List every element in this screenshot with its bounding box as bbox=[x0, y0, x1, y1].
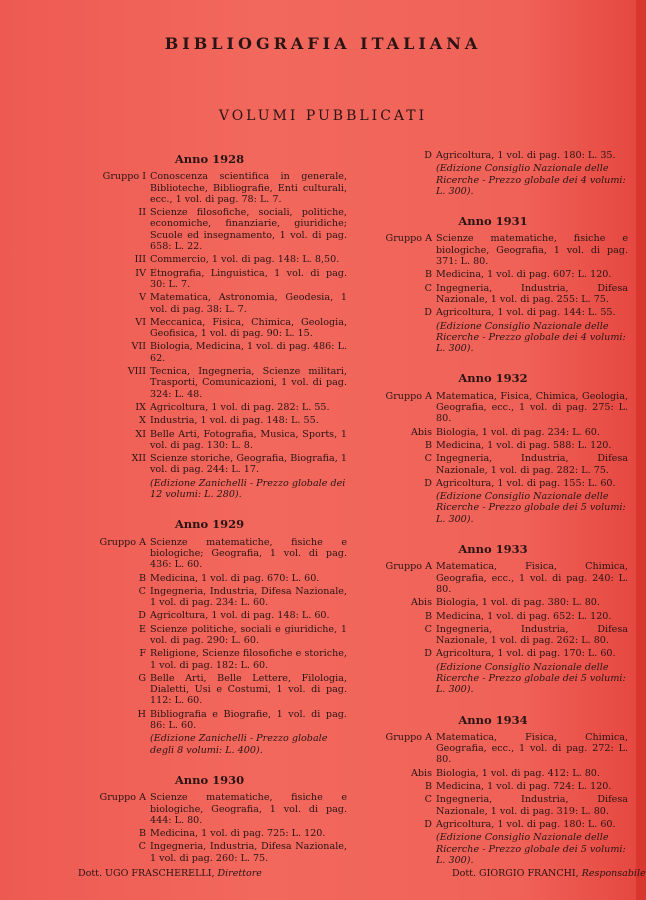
group-label: F bbox=[139, 648, 146, 660]
year-heading: Anno 1931 bbox=[458, 214, 528, 229]
volume-entry bbox=[358, 478, 628, 489]
volume-entry bbox=[358, 819, 628, 830]
volume-entry bbox=[358, 597, 628, 608]
section-gap bbox=[358, 699, 628, 711]
group-label: G bbox=[138, 672, 146, 684]
volume-description: Religione, Scienze filosofiche e storiche, 1 vol. di pag. 182: L. 60. bbox=[150, 648, 347, 671]
volume-description: Biologia, Medicina, 1 vol. di pag. 486: L. 62. bbox=[150, 341, 347, 364]
volume-description: Commercio, 1 vol. di pag. 148: L. 8,50. bbox=[150, 254, 340, 266]
group-label: Abis bbox=[410, 426, 432, 438]
volume-entry bbox=[72, 841, 347, 864]
volume-entry bbox=[358, 427, 628, 438]
volume-entry bbox=[358, 453, 628, 476]
group-label: D bbox=[138, 610, 146, 622]
volume-entry bbox=[72, 317, 347, 340]
volume-entry bbox=[358, 391, 628, 425]
group-label: VIII bbox=[127, 366, 146, 378]
volume-description: Scienze matematiche, fisiche e biologiche; Geografia, 1 vol. di pag. 436: L. 60. bbox=[150, 536, 347, 571]
page-title: BIBLIOGRAFIA ITALIANA bbox=[164, 34, 482, 53]
volume-description: Medicina, 1 vol. di pag. 607: L. 120. bbox=[436, 269, 612, 281]
edition-note: (Edizione Consiglio Nazionale delle Ricerche - Prezzo globale dei 4 volumi: L. 300). bbox=[436, 163, 626, 197]
volume-entry bbox=[358, 440, 628, 451]
responsible-role: Responsabile bbox=[581, 868, 646, 879]
volume-description: Matematica, Fisica, Chimica, Geografia, ecc., 1 vol. di pag. 240: L. 80. bbox=[436, 561, 628, 595]
volume-description: Matematica, Astronomia, Geodesia, 1 vol. di pag. 38: L. 7. bbox=[150, 292, 347, 315]
group-label: Gruppo A bbox=[99, 792, 146, 804]
group-label: Gruppo A bbox=[385, 561, 432, 573]
group-label: B bbox=[424, 269, 432, 281]
volume-description: Belle Arti, Belle Lettere, Filologia, Dialetti, Usi e Costumi, 1 vol. di pag. 112: L. 60. bbox=[150, 672, 347, 707]
group-label: IX bbox=[135, 401, 146, 413]
section-gap bbox=[358, 357, 628, 369]
volume-description: Ingegneria, Industria, Difesa Nazionale, 1 vol. di pag. 255: L. 75. bbox=[436, 282, 628, 305]
volume-description: Ingegneria, Industria, Difesa Nazionale, 1 vol. di pag. 260: L. 75. bbox=[150, 841, 347, 864]
volume-entry bbox=[72, 341, 347, 364]
group-label: Gruppo A bbox=[99, 536, 146, 548]
volume-description: Medicina, 1 vol. di pag. 724: L. 120. bbox=[436, 781, 612, 793]
volume-description: Medicina, 1 vol. di pag. 670: L. 60. bbox=[150, 572, 320, 584]
volume-entry bbox=[72, 292, 347, 315]
volume-description: Agricoltura, 1 vol. di pag. 148: L. 60. bbox=[150, 610, 330, 622]
volume-entry bbox=[72, 573, 347, 584]
volume-entry bbox=[358, 624, 628, 647]
year-heading: Anno 1929 bbox=[174, 517, 245, 532]
volume-description: Conoscenza scientifica in generale, Biblioteche, Bibliografie, Enti culturali, ecc., 1 vol. di pag. 78: L. 7. bbox=[150, 171, 347, 205]
group-label: D bbox=[424, 648, 432, 660]
group-label: B bbox=[138, 572, 146, 584]
volume-entry bbox=[72, 366, 347, 400]
volume-description: Industria, 1 vol. di pag. 148: L. 55. bbox=[150, 415, 319, 427]
volume-entry bbox=[358, 768, 628, 779]
volume-description: Agricoltura, 1 vol. di pag. 282: L. 55. bbox=[150, 401, 330, 413]
year-heading: Anno 1928 bbox=[174, 152, 245, 166]
volume-description: Bibliografia e Biografie, 1 vol. di pag. 86: L. 60. bbox=[150, 708, 347, 732]
volume-entry bbox=[358, 233, 628, 267]
volume-description: Matematica, Fisica, Chimica, Geologia, Geografia, ecc., 1 vol. di pag. 275: L. 80. bbox=[436, 390, 628, 425]
group-label: B bbox=[424, 610, 432, 622]
year-heading: Anno 1932 bbox=[458, 371, 528, 386]
volume-entry bbox=[72, 429, 347, 452]
group-label: E bbox=[138, 623, 146, 635]
group-label: D bbox=[424, 150, 432, 161]
volume-description: Agricoltura, 1 vol. di pag. 180: L. 60. bbox=[436, 818, 616, 830]
group-label: C bbox=[424, 623, 432, 635]
group-label: Gruppo A bbox=[385, 731, 432, 743]
director-name: Dott. UGO FRASCHERELLI, bbox=[78, 868, 215, 879]
group-label: VII bbox=[131, 341, 146, 353]
edition-note: (Edizione Consiglio Nazionale delle Ricerche - Prezzo globale dei 5 volumi: L. 300). bbox=[436, 661, 626, 696]
year-heading: Anno 1933 bbox=[458, 542, 528, 557]
volume-description: Scienze storiche, Geografia, Biografia, 1 vol. di pag. 244: L. 17. bbox=[150, 453, 347, 476]
volume-description: Agricoltura, 1 vol. di pag. 144: L. 55. bbox=[436, 307, 616, 319]
volume-entry bbox=[358, 269, 628, 280]
year-heading: Anno 1934 bbox=[458, 712, 528, 727]
section-gap bbox=[72, 759, 347, 771]
group-label: Gruppo I bbox=[102, 171, 146, 183]
volume-entry bbox=[72, 792, 347, 826]
volume-entry bbox=[358, 611, 628, 622]
volume-description: Meccanica, Fisica, Chimica, Geologia, Geofisica, 1 vol. di pag. 90: L. 15. bbox=[150, 316, 347, 340]
volume-description: Scienze politiche, sociali e giuridiche, 1 vol. di pag. 290: L. 60. bbox=[150, 623, 347, 646]
volume-entry bbox=[72, 709, 347, 732]
group-label: III bbox=[134, 254, 146, 266]
group-label: Gruppo A bbox=[385, 390, 432, 402]
volume-entry bbox=[72, 673, 347, 707]
volume-description: Scienze matematiche, fisiche e biologiche, Geografia, 1 vol. di pag. 444: L. 80. bbox=[150, 792, 347, 826]
volume-description: Ingegneria, Industria, Difesa Nazionale, 1 vol. di pag. 282: L. 75. bbox=[436, 453, 628, 476]
volume-entry bbox=[72, 537, 347, 571]
group-label: C bbox=[424, 453, 432, 465]
group-label: C bbox=[138, 585, 146, 597]
group-label: H bbox=[137, 708, 146, 720]
group-label: C bbox=[424, 794, 432, 806]
volume-description: Belle Arti, Fotografia, Musica, Sports, 1 vol. di pag. 130: L. 8. bbox=[150, 428, 347, 451]
volume-description: Biologia, 1 vol. di pag. 380: L. 80. bbox=[436, 597, 600, 609]
volume-entry bbox=[72, 648, 347, 671]
volume-description: Biologia, 1 vol. di pag. 412: L. 80. bbox=[436, 767, 600, 779]
volume-entry bbox=[358, 307, 628, 318]
group-label: B bbox=[424, 439, 432, 451]
group-label: XII bbox=[131, 453, 146, 465]
volume-entry bbox=[72, 586, 347, 609]
volume-entry bbox=[72, 254, 347, 265]
volume-entry bbox=[358, 283, 628, 306]
group-label: Gruppo A bbox=[385, 233, 432, 245]
group-label: D bbox=[424, 818, 432, 830]
group-label: X bbox=[139, 415, 146, 427]
volume-description: Agricoltura, 1 vol. di pag. 180: L. 35. bbox=[436, 150, 616, 161]
volume-entry bbox=[72, 453, 347, 476]
volume-description: Ingegneria, Industria, Difesa Nazionale, 1 vol. di pag. 262: L. 80. bbox=[436, 623, 628, 647]
volume-entry bbox=[72, 402, 347, 413]
volume-description: Etnografia, Linguistica, 1 vol. di pag. 30: L. 7. bbox=[150, 267, 347, 290]
edition-note: (Edizione Zanichelli - Prezzo globale dei 12 volumi: L. 280). bbox=[150, 477, 346, 501]
volume-entry bbox=[72, 828, 347, 839]
volume-description: Medicina, 1 vol. di pag. 588: L. 120. bbox=[436, 439, 612, 451]
group-label: B bbox=[424, 781, 432, 793]
footer-left bbox=[78, 868, 262, 879]
left-column bbox=[72, 150, 347, 878]
volume-entry bbox=[72, 610, 347, 621]
group-label: C bbox=[138, 841, 146, 853]
year-heading: Anno 1930 bbox=[174, 772, 245, 787]
volume-entry bbox=[72, 207, 347, 252]
volume-entry bbox=[72, 415, 347, 426]
volume-entry bbox=[358, 561, 628, 595]
volume-entry bbox=[358, 648, 628, 659]
volume-description: Scienze filosofiche, sociali, politiche, economiche, finanziarie, giuridiche; Scuole ed insegnamento, 1 vol. di pag. 658: L. 22. bbox=[150, 207, 347, 253]
volume-entry bbox=[72, 268, 347, 291]
volume-description: Ingegneria, Industria, Difesa Nazionale, 1 vol. di pag. 319: L. 80. bbox=[436, 794, 628, 817]
director-role: Direttore bbox=[217, 868, 262, 879]
group-label: IV bbox=[135, 267, 146, 279]
volume-description: Tecnica, Ingegneria, Scienze militari, Trasporti, Comunicazioni, 1 vol. di pag. 324: L. 48. bbox=[150, 366, 347, 400]
group-label: VI bbox=[135, 316, 146, 328]
group-label: II bbox=[138, 207, 146, 219]
group-label: B bbox=[138, 828, 146, 840]
footer-right bbox=[452, 868, 646, 879]
responsible-name: Dott. GIORGIO FRANCHI, bbox=[452, 868, 579, 879]
edition-note: (Edizione Consiglio Nazionale delle Ricerche - Prezzo globale dei 5 volumi: L. 300). bbox=[436, 491, 626, 525]
group-label: D bbox=[424, 477, 432, 489]
group-label: C bbox=[424, 282, 432, 294]
volume-entry bbox=[72, 171, 347, 205]
volume-description: Ingegneria, Industria, Difesa Nazionale, 1 vol. di pag. 234: L. 60. bbox=[150, 585, 347, 609]
group-label: D bbox=[424, 307, 432, 319]
volume-description: Agricoltura, 1 vol. di pag. 155: L. 60. bbox=[436, 477, 616, 489]
section-gap bbox=[72, 503, 347, 515]
volume-description: Matematica, Fisica, Chimica, Geografia, ecc., 1 vol. di pag. 272: L. 80. bbox=[436, 731, 628, 766]
edition-note: (Edizione Zanichelli - Prezzo globale degli 8 volumi: L. 400). bbox=[150, 733, 328, 756]
section-gap bbox=[358, 528, 628, 540]
page-subtitle: VOLUMI PUBBLICATI bbox=[218, 108, 428, 124]
volume-entry bbox=[358, 732, 628, 766]
group-label: V bbox=[139, 292, 146, 304]
volume-entry bbox=[358, 150, 628, 161]
volume-description: Medicina, 1 vol. di pag. 725: L. 120. bbox=[150, 828, 326, 840]
page-edge bbox=[636, 0, 646, 900]
group-label: Abis bbox=[410, 597, 432, 609]
right-column bbox=[358, 150, 628, 881]
volume-entry bbox=[358, 781, 628, 792]
section-gap bbox=[358, 200, 628, 212]
edition-note: (Edizione Consiglio Nazionale delle Ricerche - Prezzo globale dei 5 volumi: L. 300). bbox=[436, 832, 626, 866]
volume-description: Biologia, 1 vol. di pag. 234: L. 60. bbox=[436, 426, 600, 438]
volume-description: Agricoltura, 1 vol. di pag. 170: L. 60. bbox=[436, 648, 616, 660]
volume-description: Scienze matematiche, fisiche e biologiche, Geografia, 1 vol. di pag. 371: L. 80. bbox=[436, 233, 628, 268]
group-label: Abis bbox=[410, 767, 432, 779]
volume-entry bbox=[358, 794, 628, 817]
edition-note: (Edizione Consiglio Nazionale delle Ricerche - Prezzo globale dei 4 volumi: L. 300). bbox=[436, 320, 626, 355]
volume-description: Medicina, 1 vol. di pag. 652: L. 120. bbox=[436, 610, 612, 622]
volume-entry bbox=[72, 624, 347, 647]
group-label: XI bbox=[135, 428, 146, 440]
